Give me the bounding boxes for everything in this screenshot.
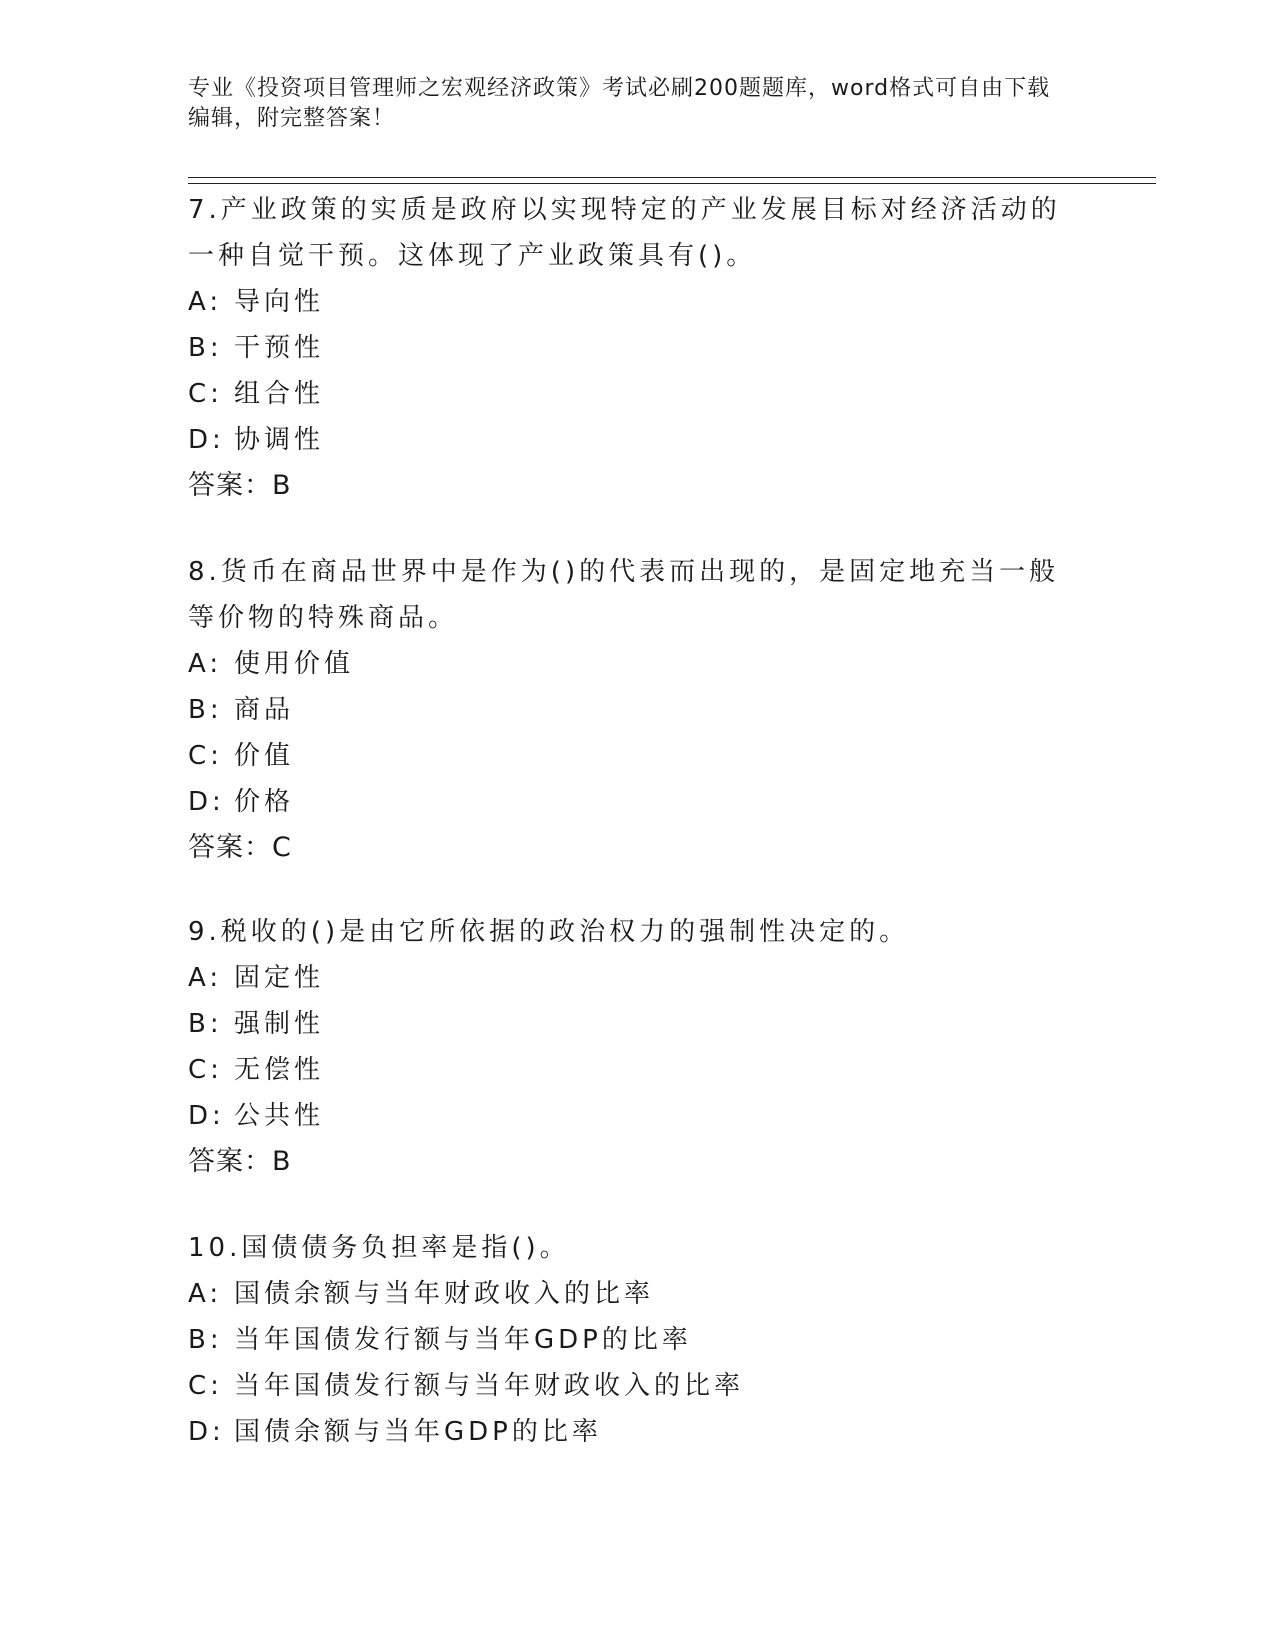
option-text: 使用价值 [234, 649, 355, 679]
option-letter: D: [188, 1417, 225, 1447]
option-letter: B: [188, 1325, 223, 1355]
option-text: 干预性 [234, 333, 325, 363]
option-letter: D: [188, 787, 225, 817]
option-letter: D: [188, 1101, 225, 1131]
option-c [188, 1363, 1068, 1409]
option-b [188, 1001, 1068, 1047]
option-b [188, 1317, 1068, 1363]
question-8 [188, 549, 1068, 871]
question-stem: 7.产业政策的实质是政府以实现特定的产业发展目标对经济活动的一种自觉干预。这体现了产业政策具有()。 [188, 195, 1061, 271]
option-letter: C: [188, 379, 223, 409]
option-text: 无偿性 [234, 1055, 325, 1085]
option-c [188, 733, 1068, 779]
option-text: 导向性 [234, 287, 325, 317]
option-text: 固定性 [234, 963, 325, 993]
header-title: 专业《投资项目管理师之宏观经济政策》考试必刷200题题库，word格式可自由下载编辑，附完整答案！ [188, 76, 1051, 131]
option-c [188, 371, 1068, 417]
option-text: 当年国债发行额与当年财政收入的比率 [234, 1371, 745, 1401]
option-text: 国债余额与当年GDP的比率 [234, 1417, 602, 1447]
option-a [188, 1271, 1068, 1317]
option-d [188, 417, 1068, 463]
question-stem: 9.税收的()是由它所依据的政治权力的强制性决定的。 [188, 917, 910, 947]
option-letter: D: [188, 425, 225, 455]
question-7 [188, 187, 1068, 509]
option-a [188, 279, 1068, 325]
option-a [188, 641, 1068, 687]
option-text: 强制性 [234, 1009, 325, 1039]
option-letter: C: [188, 1055, 223, 1085]
option-text: 当年国债发行额与当年GDP的比率 [234, 1325, 692, 1355]
option-text: 商品 [234, 695, 295, 725]
header-rule-top [188, 177, 1156, 178]
question-10 [188, 1225, 1068, 1455]
option-text: 价格 [234, 787, 295, 817]
option-d [188, 1409, 1068, 1455]
option-text: 公共性 [234, 1101, 325, 1131]
answer-line: 答案：B [188, 1146, 292, 1177]
option-letter: A: [188, 649, 223, 679]
option-text: 价值 [234, 741, 295, 771]
option-b [188, 687, 1068, 733]
option-letter: A: [188, 963, 223, 993]
answer-line: 答案：B [188, 470, 292, 501]
option-letter: C: [188, 741, 223, 771]
option-text: 组合性 [234, 379, 325, 409]
option-letter: B: [188, 333, 223, 363]
option-letter: B: [188, 695, 223, 725]
option-c [188, 1047, 1068, 1093]
question-9 [188, 909, 1068, 1185]
question-stem: 8.货币在商品世界中是作为()的代表而出现的，是固定地充当一般等价物的特殊商品。 [188, 557, 1060, 633]
question-stem: 10.国债债务负担率是指()。 [188, 1233, 570, 1263]
option-letter: C: [188, 1371, 223, 1401]
option-letter: A: [188, 1279, 223, 1309]
option-text: 国债余额与当年财政收入的比率 [234, 1279, 655, 1309]
option-letter: A: [188, 287, 223, 317]
answer-line: 答案：C [188, 832, 292, 863]
option-d [188, 779, 1068, 825]
option-text: 协调性 [234, 425, 325, 455]
option-a [188, 955, 1068, 1001]
option-b [188, 325, 1068, 371]
header-rule-bottom [188, 183, 1156, 184]
option-d [188, 1093, 1068, 1139]
option-letter: B: [188, 1009, 223, 1039]
